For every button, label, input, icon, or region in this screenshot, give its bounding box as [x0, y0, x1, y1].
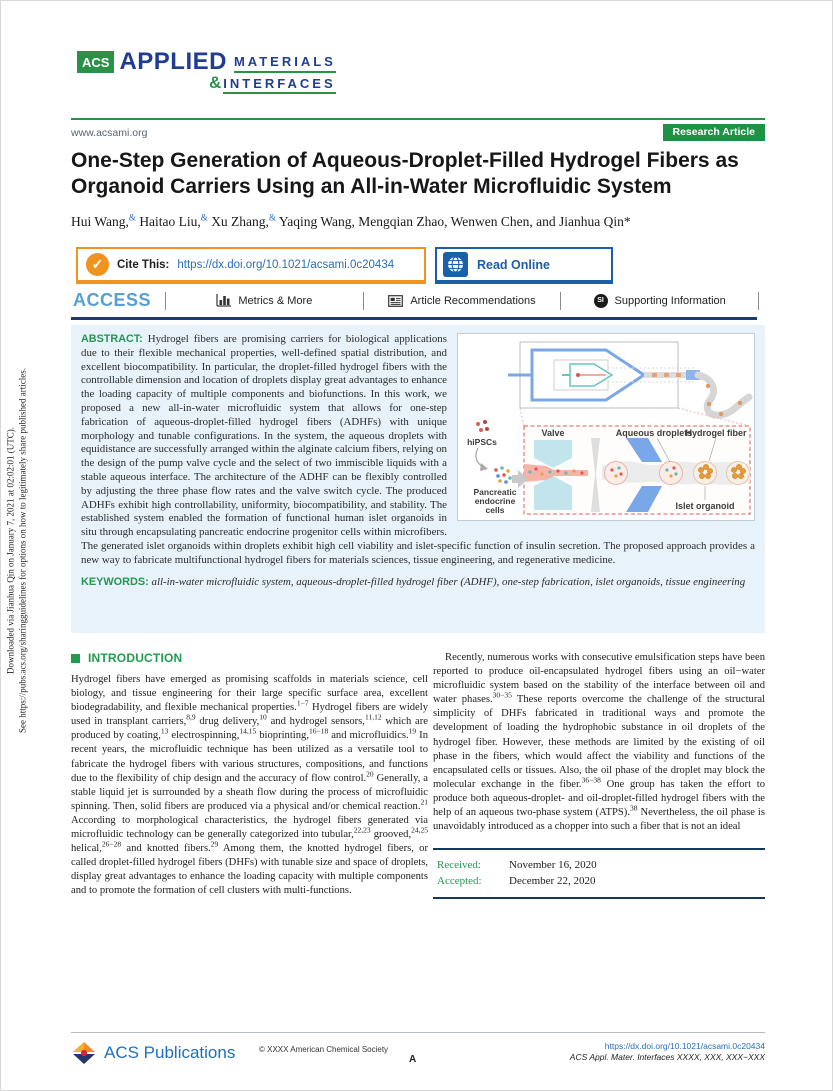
- hipscs-label: hiPSCs: [467, 437, 497, 447]
- section-marker-icon: [71, 654, 80, 663]
- bar-chart-icon: [216, 294, 231, 307]
- read-online-label: Read Online: [477, 257, 550, 272]
- footer-doi-link[interactable]: https://dx.doi.org/10.1021/acsami.0c20434: [604, 1041, 765, 1051]
- divider: [165, 292, 166, 310]
- hydrogel-fiber-label: Hydrogel fiber: [685, 428, 747, 438]
- left-column: [71, 651, 428, 899]
- divider: [363, 292, 364, 310]
- accepted-label: Accepted:: [437, 875, 482, 888]
- metrics-and-more-link[interactable]: [172, 294, 357, 307]
- acs-publications-label: ACS Publications: [104, 1043, 236, 1062]
- download-notice-line1: Downloaded via Jianhua Qin on January 7, 2021 at 02:02:01 (UTC).: [5, 427, 16, 674]
- read-online-button[interactable]: [435, 247, 613, 284]
- article-title: One-Step Generation of Aqueous-Droplet-Filled Hydrogel Fibers as Organoid Carriers Using an All-in-Water Microfluidic System: [71, 149, 739, 198]
- footer-citation: ACS Appl. Mater. Interfaces XXXX, XXX, XXX−XXX: [569, 1052, 765, 1062]
- globe-icon: [443, 252, 468, 277]
- introduction-paragraph-left: Hydrogel fibers have emerged as promising scaffolds in materials science, cell biology, and tissue engineering for their large specific surface area, excellent biodegradability, and flexible mechanical properties.$^{1-7}$ Hydrogel fibers are widely used in transplant carriers,$^{8,9}$ drug delivery,$^{10}$ and hydrogel sensors,$^{11,12}$ which are produced by coating,$^{13}$ electrospinning,$^{14,15}$ bioprinting,$^{16-18}$ and microfluidics.$^{19}$ In recent years, the microfluidic technique has been utilized as a versatile tool to fabricate the hydrogel fibers with various structures, compositions, and functions due to the flexibility of chip design and the accuracy of flow control.$^{20}$ Generally, a stable liquid jet is surrounded by a sheath flow during the process of microfluidic spinning. Then, solid fibers are produced via a physical and/or chemical reaction.$^{21}$ According to morphological characteristics, the hydrogel fibers generated via microfluidic technology can be generally categorized into tubular,$^{22,23}$ grooved,$^{24,25}$ helical,$^{26-28}$ and knotted fibers.$^{29}$ Among them, the knotted hydrogel fibers, or called droplet-filled hydrogel fibers (DHFs) with tunable size and space of droplets, display great advantages to enhance the loading capacity with multiple components and to promote the formation of cell clusters with multi-functions.: [71, 674, 429, 897]
- journal-url-link[interactable]: www.acsami.org: [71, 126, 148, 139]
- received-label: Received:: [437, 859, 481, 872]
- abstract-label: ABSTRACT:: [81, 333, 143, 345]
- cite-this-label: Cite This:: [117, 258, 170, 271]
- accepted-date: December 22, 2020: [509, 875, 596, 888]
- pancreatic-label-line3: cells: [485, 505, 505, 515]
- islet-organoid-label: Islet organoid: [675, 501, 735, 511]
- doi-link[interactable]: https://dx.doi.org/10.1021/acsami.0c20434: [177, 258, 395, 271]
- right-column: [433, 651, 765, 899]
- valve-label: Valve: [541, 428, 565, 438]
- acs-publications-logo-icon: [71, 1041, 97, 1065]
- page-number: A: [409, 1054, 417, 1065]
- recommendations-label: Article Recommendations: [410, 294, 536, 307]
- masthead-interfaces: INTERFACES: [223, 76, 335, 94]
- introduction-heading: [71, 651, 428, 665]
- metrics-label: Metrics & More: [238, 294, 313, 307]
- graphical-abstract: [457, 333, 755, 521]
- acs-logo-badge: ACS: [77, 51, 114, 73]
- received-date: November 16, 2020: [509, 859, 597, 872]
- cite-this-button[interactable]: [76, 247, 426, 284]
- access-link[interactable]: ACCESS: [73, 290, 152, 310]
- article-recommendations-link[interactable]: [370, 295, 555, 307]
- abstract-text: Hydrogel fibers are promising carriers for biological applications due to their flexible mechanical properties, well-defined spatial distribution, and excellent biocompatibility. In particular, the droplet-filled hydrogel fibers with the controllable dimension and location of droplets display great advantages to enhance the loading capacity of multiple components and biofunctions. In this work, we proposed a new all-in-water microfluidic system that allows for one-step fabrication of aqueous-droplet-filled hydrogel fibers (ADHFs) with unique morphology and tunable configurations. In the system, the aqueous droplets with equidistance are successfully arranged within the alginate calcium fibers, relying on the design of the pump valve cycle and the select of two immiscible liquids with a stable aqueous interface. The architecture of the ADHF can be flexibly controlled by adjusting the three phase flow rates and the valve switch cycle. The produced ADHFs exhibit high controllability, uniformity, biocompatibility, and stability. The established system enabled the formation of functional human islet organoids in situ through encapsulating pancreatic endocrine progenitor cells within microfibers. The generated islet organoids within droplets exhibit high cell viability and islet-specific function of insulin secretion. The proposed approach provides a new way to fabricate multifunctional hydrogel fibers for materials sciences, tissue engineering, and regenerative medicine.: [81, 333, 755, 566]
- introduction-heading-label: INTRODUCTION: [88, 651, 183, 665]
- copyright-text: © XXXX American Chemical Society: [259, 1045, 389, 1054]
- masthead-materials: MATERIALS: [234, 54, 336, 73]
- introduction-paragraph-right: Recently, numerous works with consecutive emulsification steps have been reported to produce oil-encapsulated hydrogel fibers using an oil−water microfluidic system based on the stability of the interface between oil and water phases.$^{30-35}$ These reports overcome the challenge of the structural simplicity of DHFs fabricated in traditional ways and promote the development of loading the hydrophobic substance in oil droplets of the hydrogel fiber. However, these methods are limited by the existing of oil phase in the fibers, which would affect the viability and functions of the encapsulated cells or tissues. Also, the oil phase of the droplet may block the molecular exchange in the fiber.$^{36-38}$ One group has taken the effort to produce both aqueous-droplet- and oil-droplet-filled hydrogel fibers with the help of an aqueous two-phase system (ATPS).$^{38}$ Nevertheless, the oil phase is unavoidably introduced as a chopper into such a fiber that is not an ideal: [433, 652, 766, 833]
- cell-input: [467, 420, 528, 515]
- research-article-badge: Research Article: [663, 124, 766, 141]
- chip-schematic: [508, 342, 749, 416]
- divider: [758, 292, 759, 310]
- masthead-applied: APPLIED: [119, 48, 227, 75]
- supporting-information-link[interactable]: [567, 294, 752, 308]
- author-list: Hui Wang,& Haitao Liu,& Xu Zhang,& Yaqing Wang, Mengqian Zhao, Wenwen Chen, and Jianhua Qin*: [71, 212, 631, 229]
- download-notice-line2: See https://pubs.acs.org/sharingguidelines for options on how to legitimately share published articles.: [17, 367, 27, 734]
- zoom-inset: [524, 426, 750, 514]
- keywords-text: all-in-water microfluidic system, aqueous-droplet-filled hydrogel fiber (ADHF), one-step fabrication, islet organoids, tissue engineering: [151, 575, 746, 588]
- journal-masthead: [77, 48, 336, 94]
- pancreatic-label-line1: Pancreatic: [473, 487, 517, 497]
- access-divider: [71, 317, 757, 320]
- keywords-label: KEYWORDS:: [81, 575, 149, 588]
- si-icon: SI: [594, 294, 608, 308]
- divider: [560, 292, 561, 310]
- download-notice: [6, 277, 29, 825]
- footer: [71, 1041, 765, 1083]
- check-icon: ✓: [86, 253, 109, 276]
- footer-divider: [71, 1032, 765, 1033]
- aqueous-droplets-label: Aqueous droplets: [615, 428, 693, 438]
- masthead-ampersand: &: [209, 73, 222, 92]
- dates-block: [433, 848, 765, 899]
- abstract-section: [71, 325, 765, 633]
- masthead-divider: [71, 118, 765, 120]
- supporting-label: Supporting Information: [614, 294, 726, 307]
- acs-publications-link[interactable]: [71, 1041, 235, 1065]
- newspaper-icon: [388, 295, 403, 307]
- pancreatic-label-line2: endocrine: [474, 496, 516, 506]
